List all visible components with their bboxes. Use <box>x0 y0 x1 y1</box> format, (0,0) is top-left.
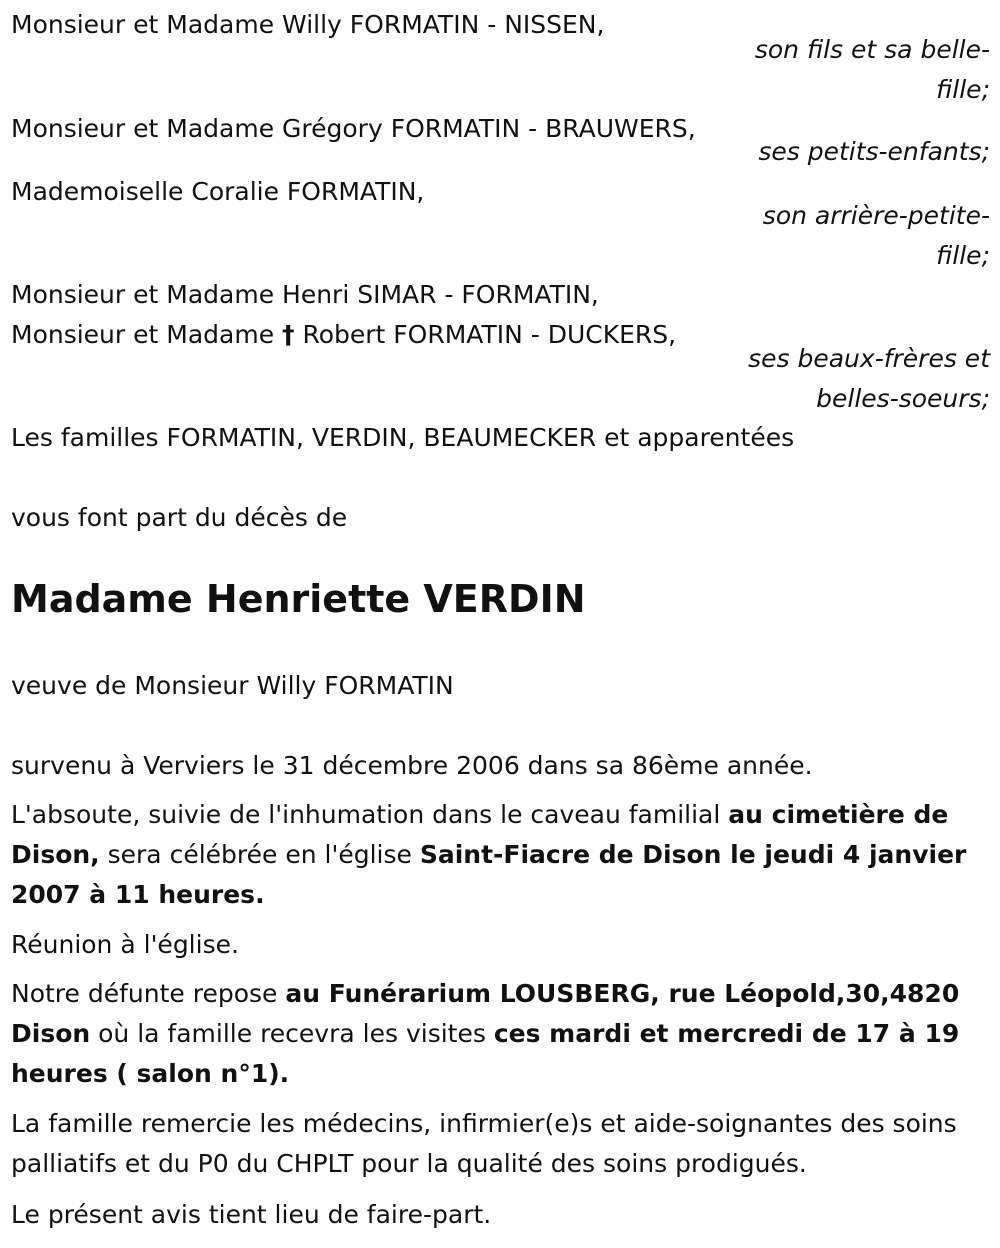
family-line-4: Monsieur et Madame Henri SIMAR - FORMATIN, <box>11 280 599 309</box>
cross-icon: † <box>282 320 295 349</box>
relation-siblings-in-law: ses beaux-frères et belles-soeurs; <box>748 344 990 413</box>
announcement: vous font part du décès de <box>11 503 348 532</box>
family-line-1: Monsieur et Madame Willy FORMATIN - NISSEN, <box>11 10 605 39</box>
funerarium-address: au Funérarium LOUSBERG, rue Léopold,30,4820 Dison <box>11 979 960 1048</box>
visiting-hours: ces mardi et mercredi de 17 à 19 heures ( salon n°1). <box>11 1019 960 1088</box>
repose-text-2: où la famille recevra les visites <box>90 1019 494 1048</box>
repose-paragraph <box>11 974 991 1094</box>
cemetery: au cimetière de Dison, <box>11 800 949 869</box>
family-line-6: Les familles FORMATIN, VERDIN, BEAUMECKER et apparentées <box>11 423 795 452</box>
relation-great-grandchild: son arrière-petite-fille; <box>762 201 990 270</box>
thanks-paragraph: La famille remercie les médecins, infirmier(e)s et aide-soignantes des soins palliatifs et du P0 du CHPLT pour la qualité des soins prodigués. <box>11 1109 957 1178</box>
family-line-2: Monsieur et Madame Grégory FORMATIN - BRAUWERS, <box>11 114 696 143</box>
deceased-name: Madame Henriette VERDIN <box>11 577 586 621</box>
funeral-text-2: sera célébrée en l'église <box>99 840 420 869</box>
family-line-5 <box>11 315 676 355</box>
family-line-3: Mademoiselle Coralie FORMATIN, <box>11 177 425 206</box>
relation-son: son fils et sa belle-fille; <box>754 35 990 104</box>
family-line-5-name: Robert FORMATIN - DUCKERS, <box>302 320 677 349</box>
church-date: Saint-Fiacre de Dison le jeudi 4 janvier 2007 à 11 heures. <box>11 840 967 909</box>
notice-line: Le présent avis tient lieu de faire-part. <box>11 1200 492 1229</box>
death-notice: survenu à Verviers le 31 décembre 2006 dans sa 86ème année. <box>11 751 813 780</box>
family-line-5-prefix: Monsieur et Madame <box>11 320 283 349</box>
repose-text-1: Notre défunte repose <box>11 979 286 1008</box>
reunion-note: Réunion à l'église. <box>11 930 239 959</box>
relation-grandchildren: ses petits-enfants; <box>758 137 990 166</box>
funeral-paragraph <box>11 795 991 915</box>
funeral-text-1: L'absoute, suivie de l'inhumation dans le caveau familial <box>11 800 729 829</box>
widow-of: veuve de Monsieur Willy FORMATIN <box>11 671 454 700</box>
